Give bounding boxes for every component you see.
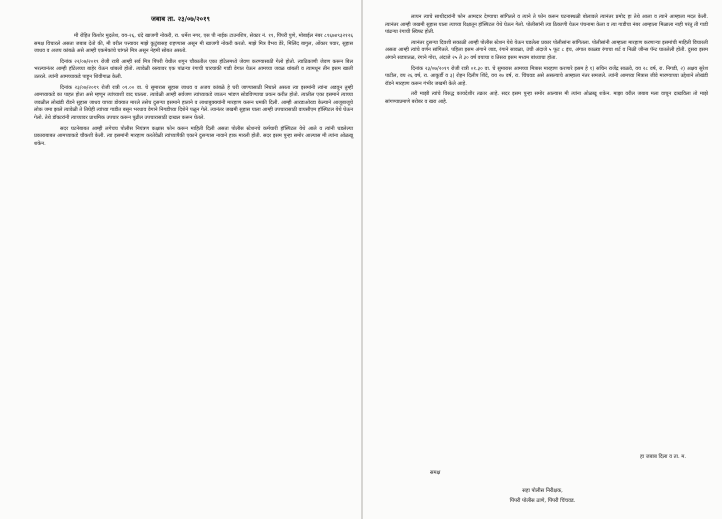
police-station-name: पिंपरी पोलीस ठाणे, पिंपरी चिंचवड. bbox=[509, 498, 576, 504]
statement-heading: जबाब ता. २३/०७/२०१९ bbox=[151, 15, 210, 23]
right-page bbox=[363, 0, 722, 519]
paragraph: लायन त्याचे साथीदारांनी फोन आमदार देण्याचा सांगितले व त्याने ते फोन करून घटनास्थळी बोलावले त्यानंतर प्रमोद हा तेथे आला व त्याने आम्हाला मदत केली. त्यानंतर आम्ही जखमी सुहास याला त्याच्या रिक्षातून हॉस्पिटल येथे घेऊन गेलो. पोलीसांनी त्या ठिकाणी येऊन पंचनामा केला व त्या गाडीचा नंबर आम्हाला मिळाला नाही परंतु ती गाडी पांढऱ्या रंगाची स्विफ्ट होती. bbox=[385, 14, 708, 36]
paragraph: मी रोहित किशोर मुदलेश, वय-२६, धंदे खाजगी नोकरी, रा. धर्मेश नगर, एस पी नाईक टाउनशिप, सेक्टर नं. ११, पिंपरी पुणे, मोबाईल नंबर ८९६७४९३२१२६ समक्ष विचारले असता जबाब देतो की, मी वरील पत्त्यावर माझे कुटुंबासह राहण्यास असून मी खाजगी नोकरी करतो. माझे मित्र वैभव डेरे, मिलिंद बागुल, ओंकार पवार, सुहास जाधव व अजय कांबळे असे आम्ही एकमेकांचे चांगले मित्र असून नेहमी सोबत असतो. bbox=[34, 33, 353, 55]
paragraph: दिनांक २३/०७/२०१९ रोजी रात्री ०१.०० वा. चे सुमारास सुहास जाधव व अजय कांबळे हे घरी जाण्यासाठी निघाले असता त्या इसमांनी त्यांना अडवून तुम्ही आमच्याकडे का पाहत होता असे म्हणून त्यांच्याशी वाद घातला. त्यावेळी आम्ही सर्वजण त्यांच्याकडे जाऊन भांडण सोडविण्याचा प्रयत्न करीत होतो. त्यातील एका इसमाने त्याच्या जवळील लोखंडी रॉडने सुहास जाधव याच्या डोक्यात मारले तसेच दुसऱ्या इसमाने हाताने व लाथाबुक्क्यांनी मारहाण करून धमकी दिली. आम्ही आरडाओरडा केल्याने आजूबाजूचे लोक जमा झाले त्यावेळी ते तिघेही त्यांच्या गाडीत बसून भरधाव वेगाने निगडीच्या दिशेने पळून गेले. त्यानंतर जखमी सुहास याला आम्ही उपचारासाठी वायसीएम हॉस्पिटल येथे घेऊन गेलो. तेथे डॉक्टरांनी त्याच्यावर प्राथमिक उपचार करून पुढील उपचारासाठी दाखल करून घेतले. bbox=[34, 84, 353, 121]
paragraph: दिनांक २२/०७/२०१९ रोजी रात्री आम्ही सर्व मित्र पिंपरी येथील शगुन चौकातील एका हॉटेलमध्ये जेवण करण्यासाठी गेलो होतो. त्याठिकाणी जेवण करून बिल भरल्यानंतर आम्ही हॉटेलच्या बाहेर येऊन थांबलो होतो. त्यावेळी रस्त्यावर एक पांढऱ्या रंगाची चारचाकी गाडी वेगात येऊन आमच्या जवळ थांबली व त्यामधून तीन इसम खाली उतरले. त्यांनी आमच्याकडे पाहून शिवीगाळ केली. bbox=[34, 58, 353, 80]
paragraph: सदर घटनेबाबत आम्ही लगेचच पोलीस नियंत्रण कक्षास फोन करून माहिती दिली असता पोलीस स्टेशनचे कर्मचारी हॉस्पिटल येथे आले व त्यांनी घडलेल्या प्रकाराबाबत आमच्याकडे चौकशी केली. त्या इसमांनी मारहाण करतेवेळी त्यांच्यापैकी एकाने दुसऱ्यास नावाने हाक मारली होती. सदर इसम पुन्हा समोर आल्यास मी त्यांना ओळखू शकेन. bbox=[34, 125, 353, 147]
before-me-label: समक्ष bbox=[430, 470, 441, 476]
paragraph: त्यानंतर दुसऱ्या दिवशी सकाळी आम्ही पोलीस स्टेशन येथे येऊन घडलेला प्रकार पोलीसांना सांगितला. पोलीसांनी आम्हाला मारहाण करणाऱ्या इसमांची माहिती विचारली असता आम्ही त्यांचे वर्णन सांगितले. पहिला इसम अंगाने जाड, रंगाने सावळा, उंची अंदाजे ५ फूट ८ इंच, अंगात काळ्या रंगाचा शर्ट व निळी जीन्स पॅन्ट घातलेली होती. दुसरा इसम अंगाने सडपातळ, रंगाने गोरा, अंदाजे २५ ते ३० वर्ष वयाचा व तिसरा इसम मध्यम बांध्याचा होता. bbox=[385, 39, 708, 61]
right-body bbox=[385, 14, 708, 110]
closing-line: हा जबाब दिला व ता. म. bbox=[640, 454, 687, 460]
officer-title: सहा पोलीस निरीक्षक, bbox=[522, 488, 563, 494]
left-body bbox=[34, 33, 353, 151]
paragraph: दिनांक २३/०७/२०१९ रोजी रात्री ०१.३० वा. चे सुमारास आमच्या मित्रास मारहाण करणारे इसम हे १) सचिन राजेंद्र साळवे, वय २८ वर्ष, रा. निगडी, २) अक्षय सुरेश पाटील, वय २६ वर्ष, रा. आकुर्डी व ३) रोहन दिलीप शिंदे, वय २७ वर्ष, रा. चिंचवड असे असल्याचे आम्हाला नंतर समजले. त्यांनी आमच्या मित्रास जीवे मारण्याच्या उद्देशाने लोखंडी रॉडने मारहाण करून गंभीर जखमी केले आहे. bbox=[385, 65, 708, 87]
paragraph: तरी माझी त्यांचे विरुद्ध कायदेशीर तक्रार आहे. सदर इसम पुन्हा समोर आल्यास मी त्यांना ओळखू शकेन. माझा वरील जबाब मला वाचून दाखविला तो माझे सांगण्याप्रमाणे बरोबर व खरा आहे. bbox=[385, 91, 708, 105]
